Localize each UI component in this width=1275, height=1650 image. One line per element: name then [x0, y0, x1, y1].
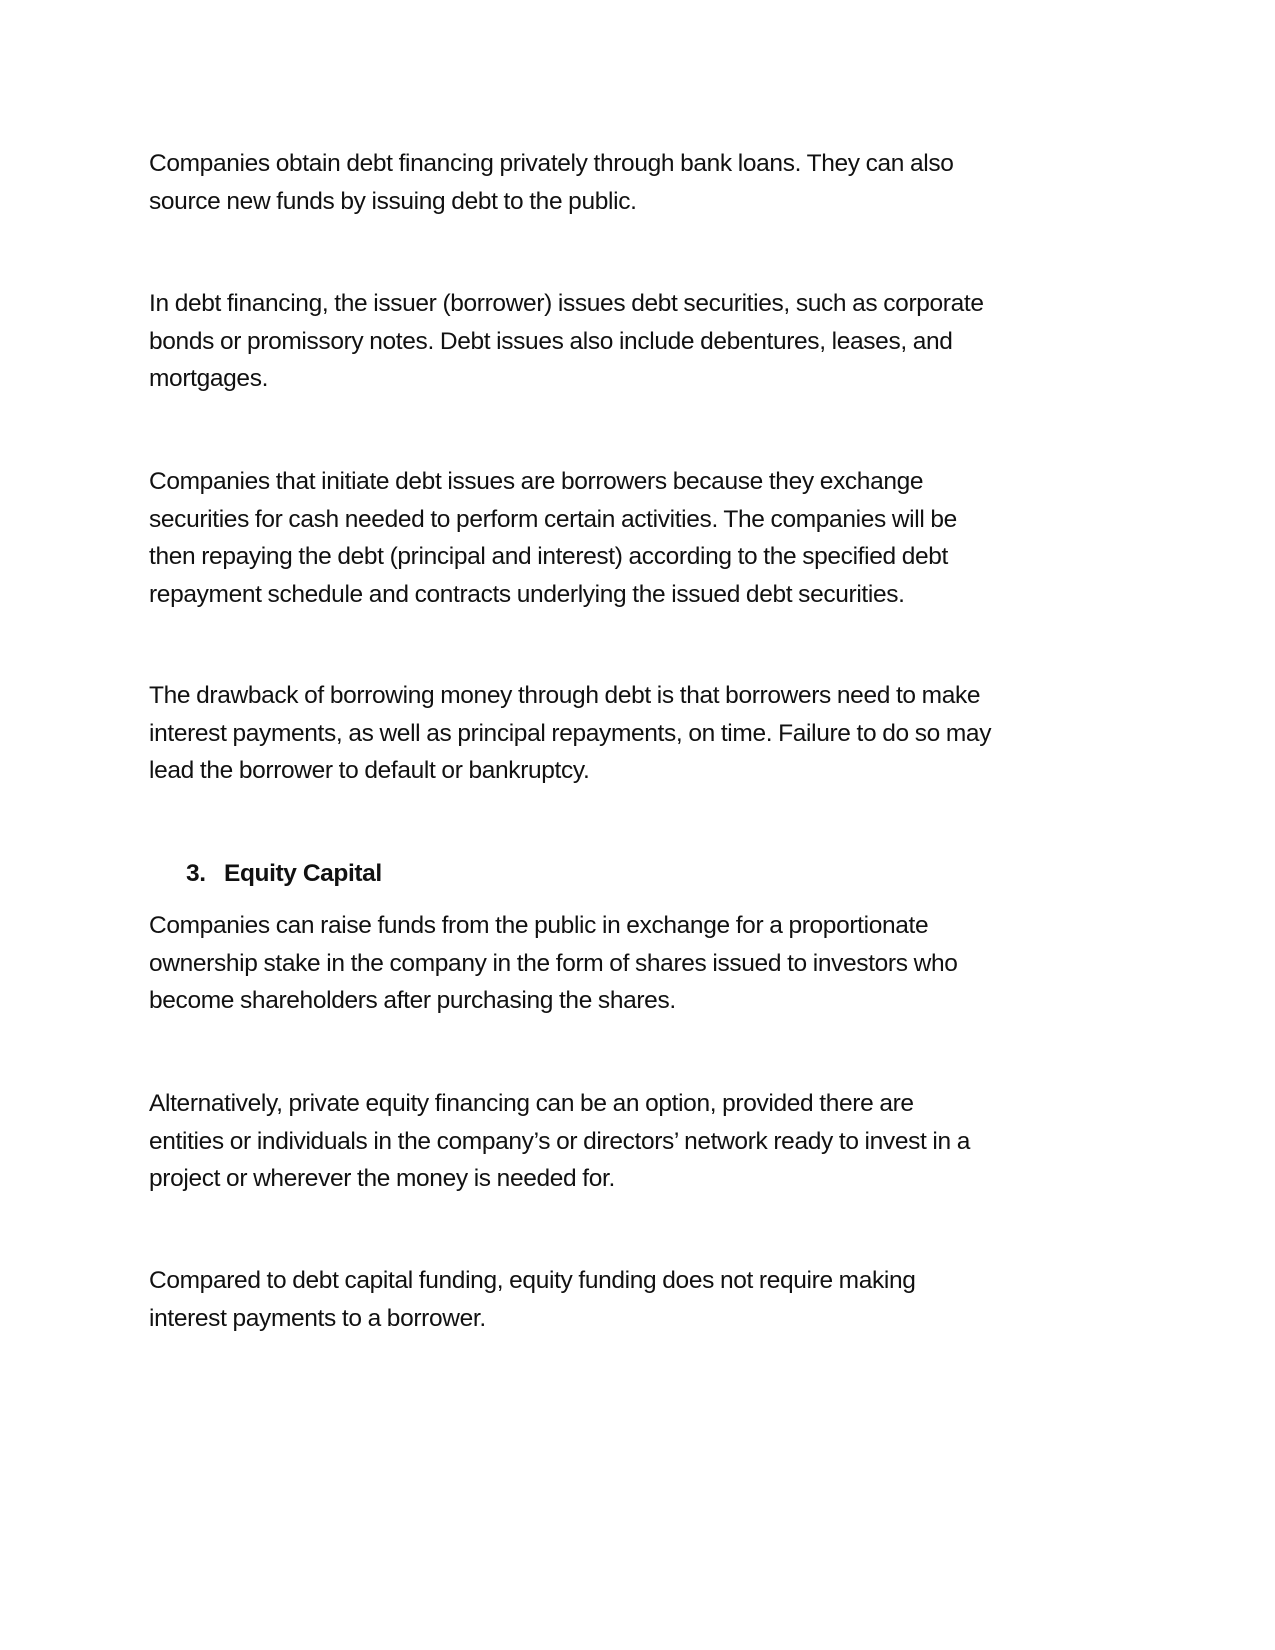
text-line: become shareholders after purchasing the shares.	[149, 987, 676, 1014]
text-line: lead the borrower to default or bankruptcy.	[149, 757, 590, 784]
text-line: entities or individuals in the company’s or directors’ network ready to invest in a	[149, 1127, 971, 1155]
text-line: mortgages.	[149, 365, 269, 392]
paragraph-drawback	[149, 677, 1129, 790]
paragraph-borrowers	[149, 463, 1129, 613]
paragraph-debt-financing-sources	[149, 145, 1129, 220]
text-line: repayment schedule and contracts underlying the issued debt securities.	[149, 580, 905, 608]
text-line: project or wherever the money is needed for.	[149, 1165, 615, 1192]
text-line: interest payments, as well as principal repayments, on time. Failure to do so may	[149, 719, 992, 747]
paragraph-private-equity	[149, 1085, 1129, 1198]
text-line: securities for cash needed to perform certain activities. The companies will be	[149, 505, 957, 533]
text-line: source new funds by issuing debt to the public.	[149, 187, 637, 215]
text-line: then repaying the debt (principal and interest) according to the specified debt	[149, 543, 949, 570]
text-line: bonds or promissory notes. Debt issues also include debentures, leases, and	[149, 327, 953, 355]
paragraph-equity-vs-debt	[149, 1262, 1129, 1337]
paragraph-public-equity	[149, 907, 1129, 1020]
text-line: In debt financing, the issuer (borrower) issues debt securities, such as corporate	[149, 290, 984, 317]
section-number: 3.	[186, 860, 206, 887]
text-line: Alternatively, private equity financing can be an option, provided there are	[149, 1090, 914, 1117]
section-title: Equity Capital	[224, 860, 382, 887]
text-line: Companies that initiate debt issues are borrowers because they exchange	[149, 468, 924, 495]
paragraph-debt-securities	[149, 285, 1129, 398]
text-line: The drawback of borrowing money through debt is that borrowers need to make	[149, 682, 981, 709]
text-line: Companies obtain debt financing privately through bank loans. They can also	[149, 150, 954, 177]
text-line: interest payments to a borrower.	[149, 1304, 486, 1332]
text-line: Compared to debt capital funding, equity funding does not require making	[149, 1267, 916, 1294]
section-heading-equity-capital	[186, 855, 382, 893]
text-line: Companies can raise funds from the public in exchange for a proportionate	[149, 912, 929, 939]
text-line: ownership stake in the company in the form of shares issued to investors who	[149, 949, 958, 977]
